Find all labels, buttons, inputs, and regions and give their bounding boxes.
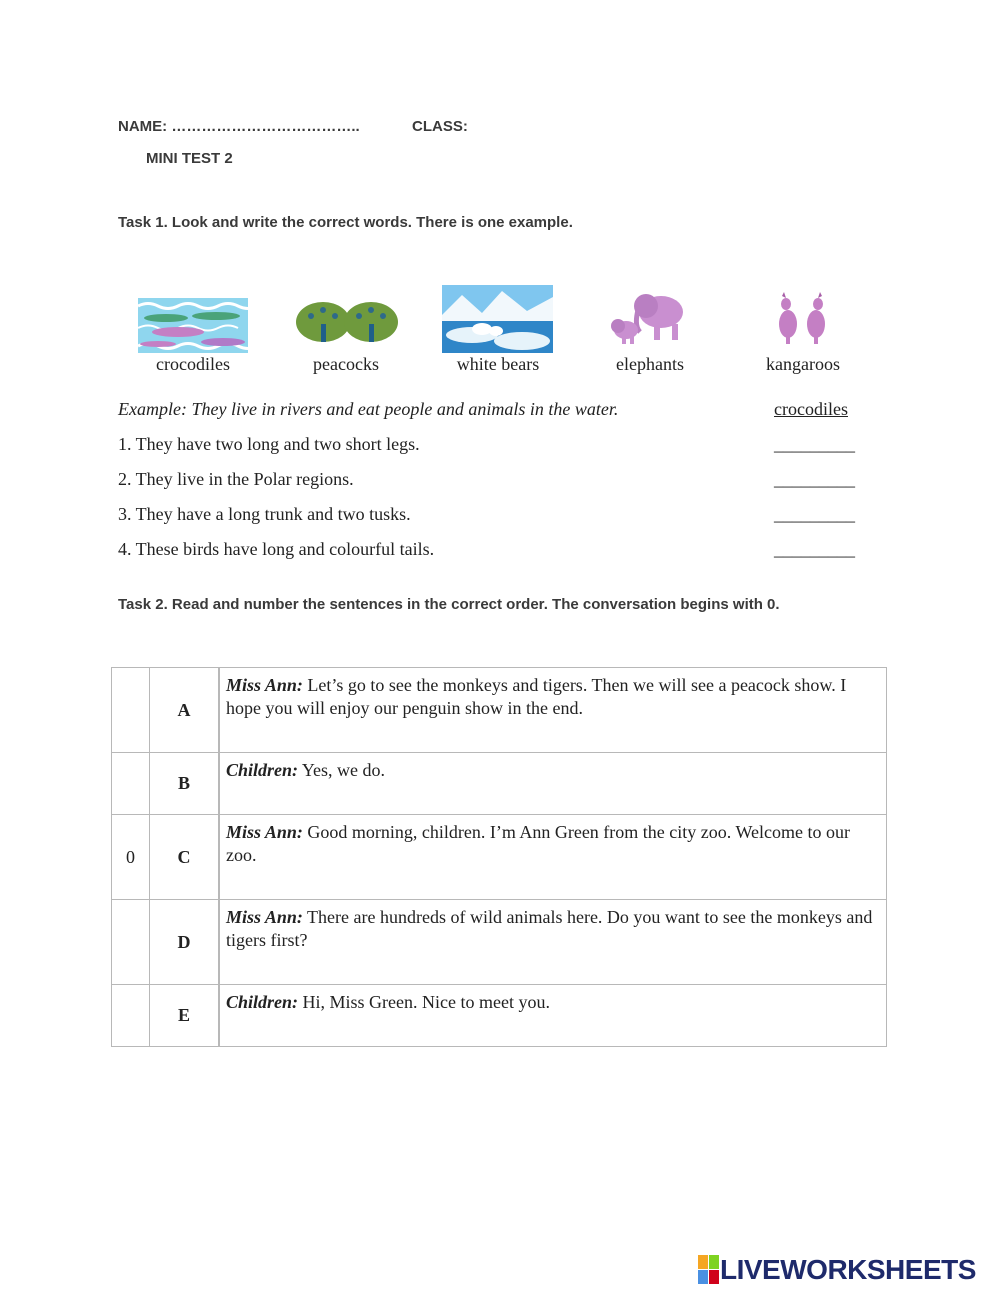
order-number-cell[interactable] <box>112 753 150 815</box>
conversation-table <box>111 667 887 1047</box>
row-letter: A <box>150 668 220 753</box>
question-1: 1. They have two long and two short legs. <box>118 434 420 454</box>
answer-blank-1[interactable]: _________ <box>774 434 855 454</box>
row-letter: E <box>150 985 220 1047</box>
name-label: NAME: ……………………………….. <box>118 118 360 135</box>
question-3: 3. They have a long trunk and two tusks. <box>118 504 411 524</box>
table-row <box>112 815 887 900</box>
sentence-text: Hi, Miss Green. Nice to meet you. <box>298 992 550 1012</box>
sentence-cell <box>219 900 887 985</box>
caption-white-bears: white bears <box>456 354 540 374</box>
row-letter: C <box>150 815 220 900</box>
order-number-cell[interactable] <box>112 985 150 1047</box>
answer-blank-4[interactable]: _________ <box>774 539 855 559</box>
answer-blank-3[interactable]: _________ <box>774 504 855 524</box>
sentence-text: Let’s go to see the monkeys and tigers. Then we will see a peacock show. I hope you will enjoy our penguin show in the end. <box>226 675 847 718</box>
speaker: Children: <box>226 760 299 780</box>
task2-title: Task 2. Read and number the sentences in the correct order. The conversation begins with 0. <box>118 596 780 613</box>
order-number-cell[interactable] <box>112 668 150 753</box>
test-title: MINI TEST 2 <box>146 150 233 167</box>
sentence-text: Good morning, children. I’m Ann Green from the city zoo. Welcome to our zoo. <box>226 822 850 865</box>
logo-text: LIVEWORKSHEETS <box>720 1254 976 1285</box>
example-sentence: Example: They live in rivers and eat people and animals in the water. <box>118 399 619 419</box>
row-letter: B <box>150 753 220 815</box>
table-row <box>112 753 887 815</box>
peacocks-picture <box>295 300 399 344</box>
order-number-cell[interactable] <box>112 900 150 985</box>
speaker: Miss Ann: <box>226 907 303 927</box>
class-label: CLASS: <box>412 118 468 135</box>
elephants-picture <box>606 288 690 346</box>
live-badge-icon <box>698 1255 720 1285</box>
order-number-cell: 0 <box>112 815 150 900</box>
speaker: Miss Ann: <box>226 675 303 695</box>
caption-peacocks: peacocks <box>313 354 379 374</box>
task1-title: Task 1. Look and write the correct words. There is one example. <box>118 214 573 231</box>
sentence-cell <box>219 815 887 900</box>
sentence-text: There are hundreds of wild animals here. Do you want to see the monkeys and tigers first? <box>226 907 873 950</box>
crocodiles-picture <box>138 298 248 353</box>
table-row <box>112 668 887 753</box>
table-row <box>112 985 887 1047</box>
example-answer: crocodiles <box>774 399 848 419</box>
question-4: 4. These birds have long and colourful tails. <box>118 539 435 559</box>
row-letter: D <box>150 900 220 985</box>
sentence-text: Yes, we do. <box>298 760 386 780</box>
question-2: 2. They live in the Polar regions. <box>118 469 354 489</box>
sentence-cell <box>219 668 887 753</box>
sentence-cell <box>219 985 887 1047</box>
caption-crocodiles: crocodiles <box>156 354 230 374</box>
sentence-cell <box>219 753 887 815</box>
liveworksheets-logo <box>698 1254 976 1286</box>
caption-elephants: elephants <box>616 354 684 374</box>
white-bears-picture <box>442 285 553 353</box>
table-row <box>112 900 887 985</box>
answer-blank-2[interactable]: _________ <box>774 469 855 489</box>
speaker: Children: <box>226 992 299 1012</box>
speaker: Miss Ann: <box>226 822 303 842</box>
kangaroos-picture <box>768 292 838 346</box>
caption-kangaroos: kangaroos <box>766 354 840 374</box>
